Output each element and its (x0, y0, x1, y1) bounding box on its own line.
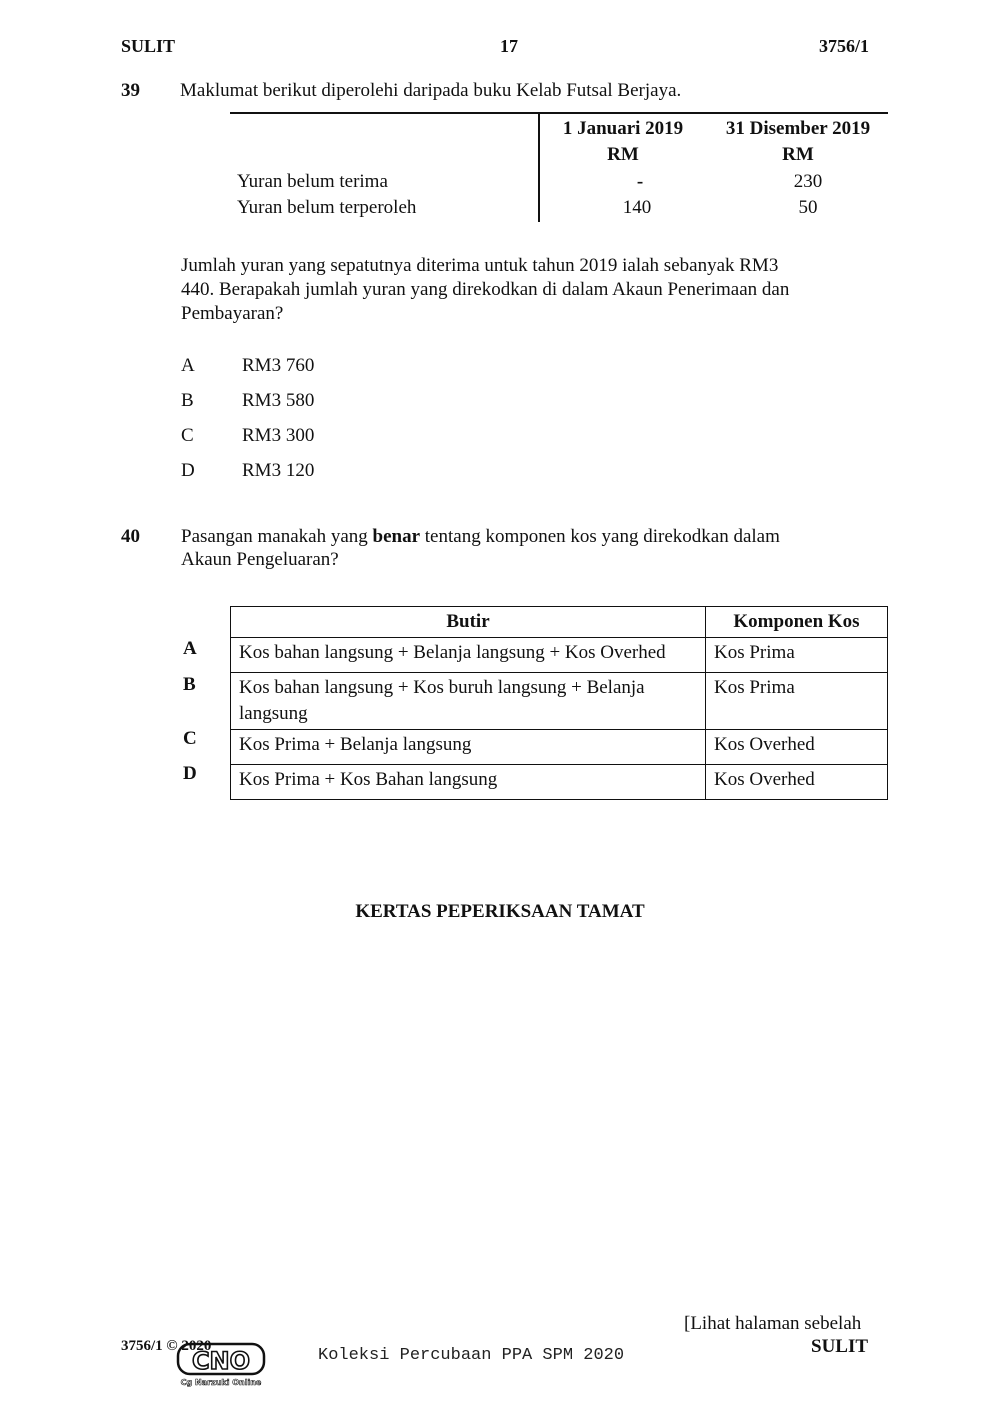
q39-option-a-text: RM3 760 (242, 355, 315, 376)
q40-row-a (231, 638, 888, 673)
q39-table (230, 112, 888, 222)
page-number: 17 (500, 36, 518, 56)
q39-col2-unit: RM (782, 144, 814, 165)
q39-question-line1: Jumlah yuran yang sepatutnya diterima untuk tahun 2019 ialah sebanyak RM3 (181, 255, 779, 276)
footer-next-page: [Lihat halaman sebelah (684, 1313, 862, 1334)
q40-row-b-butir (231, 673, 706, 730)
q40-row-c-butir: Kos Prima + Belanja langsung (231, 730, 706, 765)
cno-logo-subtext: Cg Narzuki Online (180, 1378, 262, 1387)
q40-question-line2: Akaun Pengeluaran? (181, 549, 339, 570)
q39-question-line3: Pembayaran? (181, 303, 284, 324)
q40-row-b (231, 673, 888, 730)
q39-intro: Maklumat berikut diperolehi daripada buku Kelab Futsal Berjaya. (180, 80, 682, 101)
q39-row2-v2: 50 (798, 197, 818, 218)
q40-question-bold: benar (372, 526, 421, 547)
cno-logo-text: CNO (191, 1347, 251, 1375)
q40-row-d-butir: Kos Prima + Kos Bahan langsung (231, 765, 706, 800)
q39-col1-header: 1 Januari 2019 (562, 118, 684, 139)
q40-question-line1 (181, 526, 780, 548)
q40-table (230, 606, 888, 800)
q39-row2-v1: 140 (622, 197, 652, 218)
q40-row-a-letter: A (183, 638, 197, 659)
q39-row1-v1: - (636, 171, 644, 192)
q40-row-c-letter: C (183, 728, 197, 749)
q40-row-d (231, 765, 888, 800)
q40-header-komponen: Komponen Kos (706, 607, 888, 638)
q39-option-d-text: RM3 120 (242, 460, 315, 481)
q39-option-a-letter: A (181, 355, 195, 376)
q40-number: 40 (121, 526, 140, 547)
q40-table-header-row (231, 607, 888, 638)
q39-row1-label: Yuran belum terima (237, 171, 388, 192)
q40-row-d-komponen: Kos Overhed (706, 765, 888, 800)
cno-logo-icon (175, 1340, 267, 1390)
end-of-paper-text: KERTAS PEPERIKSAAN TAMAT (355, 901, 645, 922)
q40-row-c (231, 730, 888, 765)
footer-code: 3756/1 © 2020 (121, 1338, 212, 1354)
q39-col2-header: 31 Disember 2019 (725, 118, 871, 139)
q40-row-a-komponen: Kos Prima (706, 638, 888, 673)
q39-option-b-letter: B (181, 390, 194, 411)
q40-row-b-butir-line2: langsung (239, 703, 308, 724)
q40-row-d-letter: D (183, 763, 197, 784)
q39-option-d-letter: D (181, 460, 195, 481)
header-left: SULIT (121, 36, 176, 56)
q39-row1-v2: 230 (793, 171, 823, 192)
header-code: 3756/1 (819, 36, 870, 56)
q40-row-a-butir: Kos bahan langsung + Belanja langsung + Kos Overhed (231, 638, 706, 673)
q39-option-b-text: RM3 580 (242, 390, 315, 411)
footer-collection: Koleksi Percubaan PPA SPM 2020 (318, 1346, 625, 1365)
q40-header-butir: Butir (231, 607, 706, 638)
q39-option-c-text: RM3 300 (242, 425, 315, 446)
q40-row-b-butir-line1: Kos bahan langsung + Kos buruh langsung + Belanja (239, 677, 645, 698)
q39-number: 39 (121, 80, 140, 101)
q40-row-b-komponen: Kos Prima (706, 673, 888, 730)
q40-question-pre: Pasangan manakah yang (181, 526, 373, 547)
q39-option-c-letter: C (181, 425, 194, 446)
q40-row-b-letter: B (183, 674, 196, 695)
q39-question-line2: 440. Berapakah jumlah yuran yang direkodkan di dalam Akaun Penerimaan dan (181, 279, 790, 300)
q39-col1-unit: RM (607, 144, 639, 165)
q40-row-c-komponen: Kos Overhed (706, 730, 888, 765)
q39-row2-label: Yuran belum terperoleh (237, 197, 417, 218)
footer-sulit: SULIT (811, 1336, 869, 1357)
q40-question-post: tentang komponen kos yang direkodkan dalam (420, 526, 780, 547)
